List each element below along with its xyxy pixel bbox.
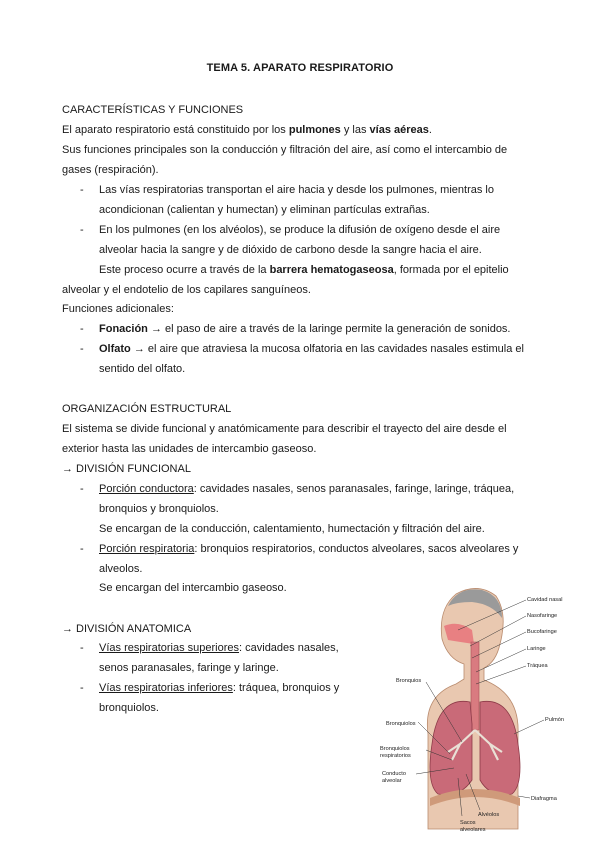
label-laringe: Laringe [527,646,546,652]
text-span: : tráquea, bronquios y [232,682,340,694]
label-alveolos: Alvéolos [478,812,500,818]
underlined-term-porcion-respiratoria: Porción respiratoria [99,543,195,555]
paragraph-line: exterior hasta las unidades de intercambio gaseoso. [62,443,317,455]
label-bucofaringe: Bucofaringe [527,629,557,635]
bullet-line: senos paranasales, faringe y laringe. [99,662,279,674]
bullet-dash: - [80,184,84,196]
bullet-line: alveolos. [99,563,143,575]
section-heading-caracteristicas: CARACTERÍSTICAS Y FUNCIONES [62,104,244,116]
underlined-term-porcion-conductora: Porción conductora [99,483,194,495]
bold-term-fonacion: Fonación [99,323,148,335]
bullet-dash: - [80,343,84,355]
bullet-line: sentido del olfato. [99,363,186,375]
text-span: , formada por el epitelio [393,264,509,276]
bullet-line [99,681,339,695]
label-conducto-alveolar-2: alveolar [382,778,402,784]
bold-term-barrera: barrera hematogaseosa [269,264,394,276]
paragraph-line: alveolar y el endotelio de los capilares sanguíneos. [62,284,311,296]
label-cavidad-nasal: Cavidad nasal [527,597,563,603]
label-bronquios: Bronquios [396,678,422,684]
paragraph-line: Funciones adicionales: [62,303,174,315]
label-pulmon: Pulmón [545,717,564,723]
bold-term-vias-aereas: vías aéreas [369,124,429,136]
paragraph-line: El sistema se divide funcional y anatómicamente para describir el trayecto del aire desde el [62,423,507,435]
text-span: El aparato respiratorio está constituido por los [62,124,289,136]
respiratory-anatomy-figure [368,584,578,836]
bullet-line [99,641,339,655]
bold-term-olfato: Olfato [99,343,131,355]
bullet-line: bronquiolos. [99,702,159,714]
label-bronquiolos: Bronquiolos [386,721,416,727]
label-sacos-alveolares-1: Sacos [460,820,476,826]
paragraph-line: Sus funciones principales son la conducción y filtración del aire, así como el intercambio de [62,144,508,156]
label-bronquiolos-respiratorios-2: respiratorios [380,753,411,759]
subheading-division-funcional: → DIVISIÓN FUNCIONAL [62,463,191,475]
bullet-line: Se encargan de la conducción, calentamiento, humectación y filtración del aire. [99,523,485,535]
bullet-dash: - [80,224,84,236]
text-span: . [428,124,432,136]
bullet-line: Se encargan del intercambio gaseoso. [99,582,287,594]
bullet-dash: - [80,483,84,495]
text-span: → el aire que atraviesa la mucosa olfatoria en las cavidades nasales estimula el [130,343,524,355]
text-span: : cavidades nasales, [239,642,339,654]
bullet-dash: - [80,543,84,555]
subheading-division-anatomica: → DIVISIÓN ANATOMICA [62,623,192,635]
underlined-term-vias-superiores: Vías respiratorias superiores [99,642,240,654]
text-span: y las [340,124,370,136]
bold-term-pulmones: pulmones [288,124,341,136]
bullet-line: bronquios y bronquiolos. [99,503,219,515]
paragraph-line: gases (respiración). [62,164,159,176]
label-nasofaringe: Nasofaringe [527,613,558,619]
bullet-line [99,482,514,496]
bullet-line [99,263,509,277]
bullet-line [99,322,511,336]
bullet-dash: - [80,682,84,694]
bullet-line [99,342,524,356]
text-span: : bronquios respiratorios, conductos alveolares, sacos alveolares y [194,543,519,555]
bullet-line: En los pulmones (en los alvéolos), se produce la difusión de oxígeno desde el aire [99,224,501,236]
label-sacos-alveolares-2: alveolares [460,827,486,833]
text-span: : cavidades nasales, senos paranasales, faringe, laringe, tráquea, [193,483,515,495]
label-diafragma: Diafragma [531,796,557,802]
bullet-line: alveolar hacia la sangre y de dióxido de carbono desde la sangre hacia el aire. [99,244,482,256]
label-traquea: Tráquea [527,663,548,669]
text-span: Este proceso ocurre a través de la [99,264,270,276]
label-conducto-alveolar-1: Conducto [382,771,406,777]
bullet-line [99,542,518,556]
bullet-line: Las vías respiratorias transportan el aire hacia y desde los pulmones, mientras lo [99,184,494,196]
underlined-term-vias-inferiores: Vías respiratorias inferiores [99,682,233,694]
label-bronquiolos-respiratorios-1: Bronquiolos [380,746,410,752]
text-span: → el paso de aire a través de la laringe permite la generación de sonidos. [147,323,511,335]
section-heading-organizacion: ORGANIZACIÓN ESTRUCTURAL [62,403,232,415]
page-title: TEMA 5. APARATO RESPIRATORIO [206,62,394,74]
bullet-dash: - [80,323,84,335]
bullet-line: acondicionan (calientan y humectan) y eliminan partículas extrañas. [99,204,430,216]
bullet-dash: - [80,642,84,654]
paragraph-line [62,123,432,137]
